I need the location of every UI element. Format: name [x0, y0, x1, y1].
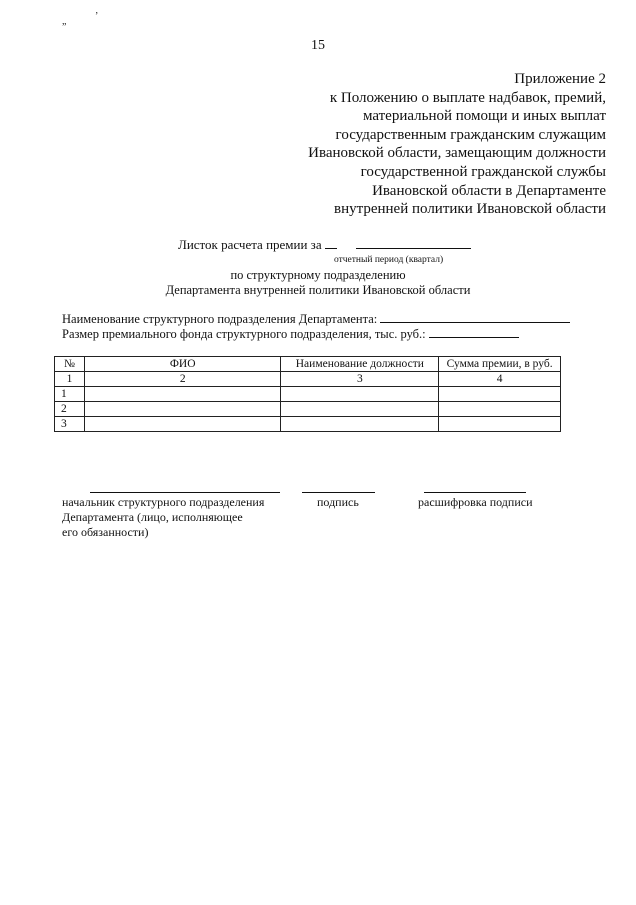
table-header-row — [55, 357, 561, 372]
fund-size-field — [62, 327, 519, 342]
department-name: Департамента внутренней политики Ивановской области — [165, 283, 471, 297]
column-number: 2 — [84, 372, 281, 387]
fio-cell[interactable] — [84, 387, 281, 402]
calc-sheet-title — [178, 237, 471, 253]
position-cell[interactable] — [281, 402, 439, 417]
unit-name-field — [62, 312, 570, 327]
column-number: 4 — [439, 372, 561, 387]
position-cell[interactable] — [281, 387, 439, 402]
bonus-table — [54, 356, 561, 432]
decoding-line[interactable] — [424, 492, 526, 493]
period-blank-long[interactable] — [356, 238, 471, 249]
appendix-line: материальной помощи и иных выплат — [362, 108, 606, 125]
scan-mark: „ — [62, 16, 67, 27]
period-blank-short[interactable] — [325, 238, 337, 249]
scan-mark: ’ — [95, 11, 99, 22]
position-cell[interactable] — [281, 417, 439, 432]
decoding-label: расшифровка подписи — [418, 495, 533, 509]
signatory-role-line: начальник структурного подразделения — [62, 495, 265, 509]
signatory-role-line: его обязанности) — [62, 525, 149, 539]
column-number: 3 — [281, 372, 439, 387]
column-number-row — [55, 372, 561, 387]
calc-sheet-title-text: Листок расчета премии за — [178, 237, 322, 252]
appendix-line: внутренней политики Ивановской области — [334, 201, 606, 218]
role-signature-line[interactable] — [90, 492, 280, 493]
unit-name-blank[interactable] — [380, 312, 570, 323]
period-note: отчетный период (квартал) — [334, 255, 444, 265]
appendix-line: к Положению о выплате надбавок, премий, — [329, 89, 606, 106]
appendix-line: Ивановской области в Департаменте — [372, 182, 606, 199]
signature-line[interactable] — [302, 492, 375, 493]
column-number: 1 — [55, 372, 85, 387]
appendix-line: государственным гражданским служащим — [335, 126, 606, 143]
signatory-role-line: Департамента (лицо, исполняющее — [62, 510, 243, 524]
page-number: 15 — [311, 38, 325, 53]
signature-label: подпись — [317, 495, 359, 509]
amount-cell[interactable] — [439, 417, 561, 432]
fund-size-blank[interactable] — [429, 327, 519, 338]
table-row — [55, 417, 561, 432]
amount-cell[interactable] — [439, 387, 561, 402]
by-unit-label: по структурному подразделению — [230, 268, 406, 282]
row-number: 3 — [55, 417, 85, 432]
appendix-line: Приложение 2 — [514, 71, 606, 87]
header-fio: ФИО — [84, 357, 281, 372]
unit-name-label: Наименование структурного подразделения Департамента: — [62, 312, 378, 326]
table-row — [55, 402, 561, 417]
header-number: № — [55, 357, 85, 372]
appendix-heading — [308, 70, 606, 219]
appendix-line: государственной гражданской службы — [360, 163, 606, 180]
fio-cell[interactable] — [84, 402, 281, 417]
row-number: 2 — [55, 402, 85, 417]
fio-cell[interactable] — [84, 417, 281, 432]
appendix-line: Ивановской области, замещающим должности — [308, 145, 606, 162]
header-bonus-amount: Сумма премии, в руб. — [439, 357, 561, 372]
header-position: Наименование должности — [281, 357, 439, 372]
table-row — [55, 387, 561, 402]
signatory-role — [62, 495, 302, 540]
amount-cell[interactable] — [439, 402, 561, 417]
row-number: 1 — [55, 387, 85, 402]
fund-size-label: Размер премиального фонда структурного подразделения, тыс. руб.: — [62, 327, 426, 341]
